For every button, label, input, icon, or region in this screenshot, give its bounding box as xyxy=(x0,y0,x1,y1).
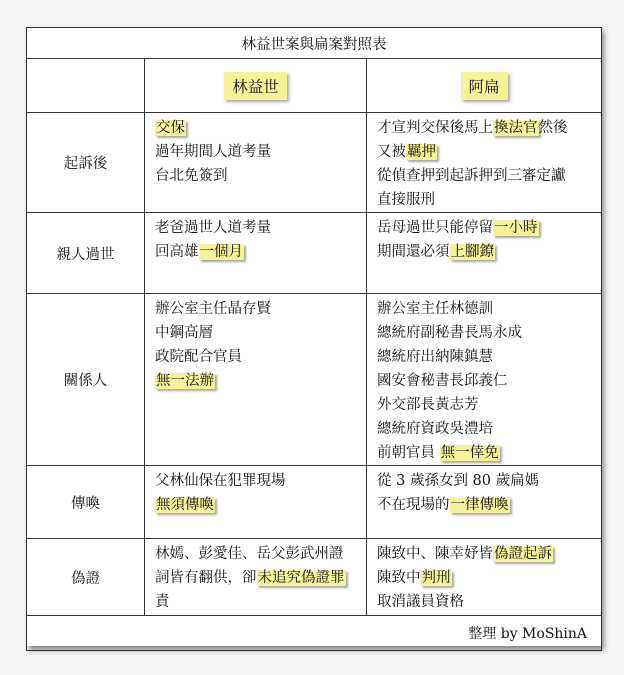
row-2-right-cell xyxy=(367,294,602,466)
text-line xyxy=(377,188,601,212)
text-segment: 從偵查押到起訴押到三審定讞 xyxy=(377,168,566,184)
text-line xyxy=(377,321,601,345)
text-line xyxy=(377,542,601,566)
text-segment: 政院配合官員 xyxy=(155,349,242,365)
text-segment: 過年期間人道考量 xyxy=(155,144,271,160)
text-segment: 台北免簽到 xyxy=(155,168,228,184)
comparison-row xyxy=(27,113,602,213)
text-line xyxy=(377,140,601,164)
text-segment: 又被 xyxy=(377,144,406,160)
text-segment: 國安會秘書長邱義仁 xyxy=(377,373,508,389)
text-segment: 不在現場的 xyxy=(377,497,450,513)
text-line xyxy=(155,345,366,369)
highlighted-text: 換法官 xyxy=(494,120,538,136)
text-line xyxy=(155,116,366,140)
highlighted-text: 一律傳喚 xyxy=(450,497,509,513)
row-3-left-cell xyxy=(145,466,367,539)
row-0-left-cell xyxy=(145,113,367,213)
text-line xyxy=(377,345,601,369)
highlighted-text: 無一法辦 xyxy=(156,373,214,389)
row-label: 親人過世 xyxy=(27,213,145,294)
text-line xyxy=(377,493,601,517)
row-label: 偽證 xyxy=(27,539,145,616)
text-segment: 期間還必須 xyxy=(377,244,450,260)
text-line xyxy=(377,240,601,264)
text-segment: 父林仙保在犯罪現場 xyxy=(155,473,286,489)
text-segment: 責 xyxy=(155,594,170,610)
highlighted-text: 上腳鐐 xyxy=(450,244,494,260)
text-segment: 岳母過世只能停留 xyxy=(377,220,493,236)
text-line xyxy=(155,566,366,590)
text-segment: 總統府出納陳鎮慧 xyxy=(377,349,493,365)
text-segment: 陳致中、陳幸妤皆 xyxy=(377,546,493,562)
text-line xyxy=(377,369,601,393)
header-blank-cell xyxy=(27,59,145,113)
text-line xyxy=(377,469,601,493)
text-line xyxy=(377,164,601,188)
text-segment: 總統府資政吳澧培 xyxy=(377,421,493,437)
text-segment: 林嫣、彭愛佳、岳父彭武州證 xyxy=(155,546,344,562)
text-line xyxy=(377,417,601,441)
header-left-label: 林益世 xyxy=(224,72,287,100)
text-segment: 外交部長黃志芳 xyxy=(377,397,479,413)
text-segment: 中鋼高層 xyxy=(155,325,213,341)
row-4-right-cell xyxy=(367,539,602,616)
text-line xyxy=(377,297,601,321)
text-line xyxy=(377,393,601,417)
comparison-row xyxy=(27,294,602,466)
highlighted-text: 交保 xyxy=(156,120,185,136)
highlighted-text: 無須傳喚 xyxy=(156,497,214,513)
text-line xyxy=(377,216,601,240)
comparison-document xyxy=(26,27,601,646)
text-line xyxy=(155,369,366,393)
header-left-cell xyxy=(145,59,367,113)
row-1-left-cell xyxy=(145,213,367,294)
text-line xyxy=(155,321,366,345)
text-line xyxy=(155,216,366,240)
text-segment: 老爸過世人道考量 xyxy=(155,220,271,236)
text-line xyxy=(155,297,366,321)
text-segment: 從 3 歲孫女到 80 歲扁媽 xyxy=(377,473,540,489)
highlighted-text: 判刑 xyxy=(421,570,451,586)
text-line xyxy=(377,441,601,465)
text-segment: 詞皆有翻供，卻 xyxy=(155,570,257,586)
highlighted-text: 一個月 xyxy=(199,244,243,260)
text-line xyxy=(155,164,366,188)
text-line xyxy=(155,240,366,264)
title-row xyxy=(27,28,602,59)
text-segment: 辦公室主任林德訓 xyxy=(377,301,493,317)
highlighted-text: 無一倖免 xyxy=(440,445,499,461)
text-segment: 然後 xyxy=(538,120,568,136)
credit-row xyxy=(27,616,602,651)
row-1-right-cell xyxy=(367,213,602,294)
text-line xyxy=(155,469,366,493)
highlighted-text: 羈押 xyxy=(407,144,436,160)
text-line xyxy=(155,542,366,566)
text-segment: 直接服刑 xyxy=(377,192,435,208)
header-right-label: 阿扁 xyxy=(461,72,508,100)
text-segment: 才宣判交保後馬上 xyxy=(377,120,493,136)
comparison-table xyxy=(26,27,602,651)
table-title: 林益世案與扁案對照表 xyxy=(27,28,602,59)
text-line xyxy=(377,590,601,614)
comparison-row xyxy=(27,213,602,294)
highlighted-text: 一小時 xyxy=(494,220,538,236)
header-row xyxy=(27,59,602,113)
text-segment: 取消議員資格 xyxy=(377,594,464,610)
text-line xyxy=(155,140,366,164)
text-line xyxy=(155,493,366,517)
header-right-cell xyxy=(367,59,602,113)
row-label: 起訴後 xyxy=(27,113,145,213)
text-line xyxy=(155,590,366,614)
highlighted-text: 偽證起訴 xyxy=(494,546,552,562)
row-label: 關係人 xyxy=(27,294,145,466)
row-4-left-cell xyxy=(145,539,367,616)
text-segment: 總統府副秘書長馬永成 xyxy=(377,325,522,341)
text-segment: 回高雄 xyxy=(155,244,199,260)
row-2-left-cell xyxy=(145,294,367,466)
text-segment: 陳致中 xyxy=(377,570,421,586)
text-segment: 辦公室主任晶存賢 xyxy=(155,301,271,317)
row-0-right-cell xyxy=(367,113,602,213)
comparison-row xyxy=(27,466,602,539)
comparison-row xyxy=(27,539,602,616)
row-label: 傳喚 xyxy=(27,466,145,539)
text-segment: 前朝官員 xyxy=(377,445,440,461)
credit-text: 整理 by MoShinA xyxy=(27,616,602,651)
row-3-right-cell xyxy=(367,466,602,539)
highlighted-text: 未追究偽證罪 xyxy=(257,570,345,586)
text-line xyxy=(377,566,601,590)
text-line xyxy=(377,116,601,140)
